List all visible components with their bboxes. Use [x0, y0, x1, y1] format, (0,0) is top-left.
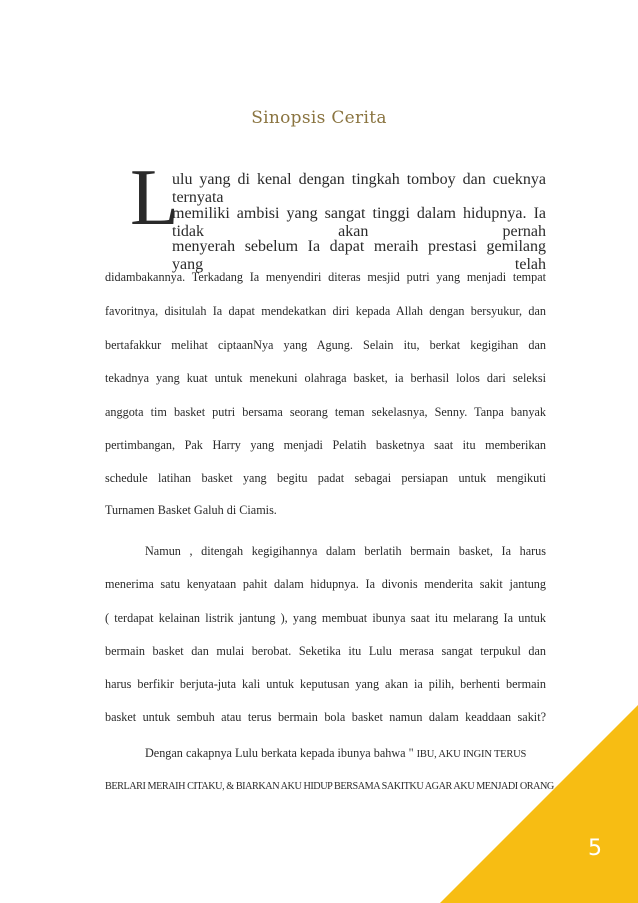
page-number: 5 — [588, 836, 602, 861]
paragraph-line: favoritnya, disitulah Ia dapat mendekatkan diri kepada Allah dengan bersyukur, dan — [105, 304, 546, 318]
paragraph-line: pertimbangan, Pak Harry yang menjadi Pelatih basketnya saat itu memberikan — [105, 438, 546, 452]
paragraph-line: didambakannya. Terkadang Ia menyendiri diteras mesjid putri yang menjadi tempat — [105, 270, 546, 284]
quote-caps-line: BERLARI MERAIH CITAKU, & BIARKAN AKU HIDUP BERSAMA SAKITKU AGAR AKU MENJADI ORANG — [105, 781, 554, 792]
quote-caps-line: IBU, AKU INGIN TERUS — [416, 749, 527, 760]
paragraph-line: ( terdapat kelainan listrik jantung ), yang membuat ibunya saat itu melarang Ia untuk — [105, 611, 546, 625]
paragraph-line: schedule latihan basket yang begitu padat sebagai persiapan untuk mengikuti — [105, 471, 546, 485]
drop-cap: L — [130, 154, 179, 242]
page-title: Sinopsis Cerita — [251, 108, 387, 128]
paragraph-line: bertafakkur melihat ciptaanNya yang Agung. Selain itu, berkat kegigihan dan — [105, 338, 546, 352]
paragraph-line: memiliki ambisi yang sangat tinggi dalam hidupnya. Ia tidak akan pernah — [172, 205, 546, 240]
paragraph-line: Namun , ditengah kegigihannya dalam berlatih bermain basket, Ia harus — [145, 544, 546, 558]
paragraph-line: basket untuk sembuh atau terus bermain bola basket namun dalam keaddaan sakit? — [105, 710, 546, 724]
corner-accent-triangle — [440, 705, 638, 903]
paragraph-line: Dengan cakapnya Lulu berkata kepada ibunya bahwa " — [145, 746, 414, 760]
paragraph-line: menyerah sebelum Ia dapat meraih prestasi gemilang yang telah — [172, 238, 546, 273]
paragraph-line: tekadnya yang kuat untuk menekuni olahraga basket, ia berhasil lolos dari seleksi — [105, 371, 546, 385]
paragraph-line: Turnamen Basket Galuh di Ciamis. — [105, 503, 277, 517]
paragraph-line: harus berfikir berjuta-juta kali untuk keputusan yang akan ia pilih, berhenti bermain — [105, 677, 546, 691]
paragraph-line: menerima satu kenyataan pahit dalam hidupnya. Ia divonis menderita sakit jantung — [105, 577, 546, 591]
paragraph-line: ulu yang di kenal dengan tingkah tomboy dan cueknya ternyata — [172, 171, 546, 206]
paragraph-line: bermain basket dan mulai berobat. Seketika itu Lulu merasa sangat terpukul dan — [105, 644, 546, 658]
paragraph-line: anggota tim basket putri bersama seorang teman sekelasnya, Senny. Tanpa banyak — [105, 405, 546, 419]
